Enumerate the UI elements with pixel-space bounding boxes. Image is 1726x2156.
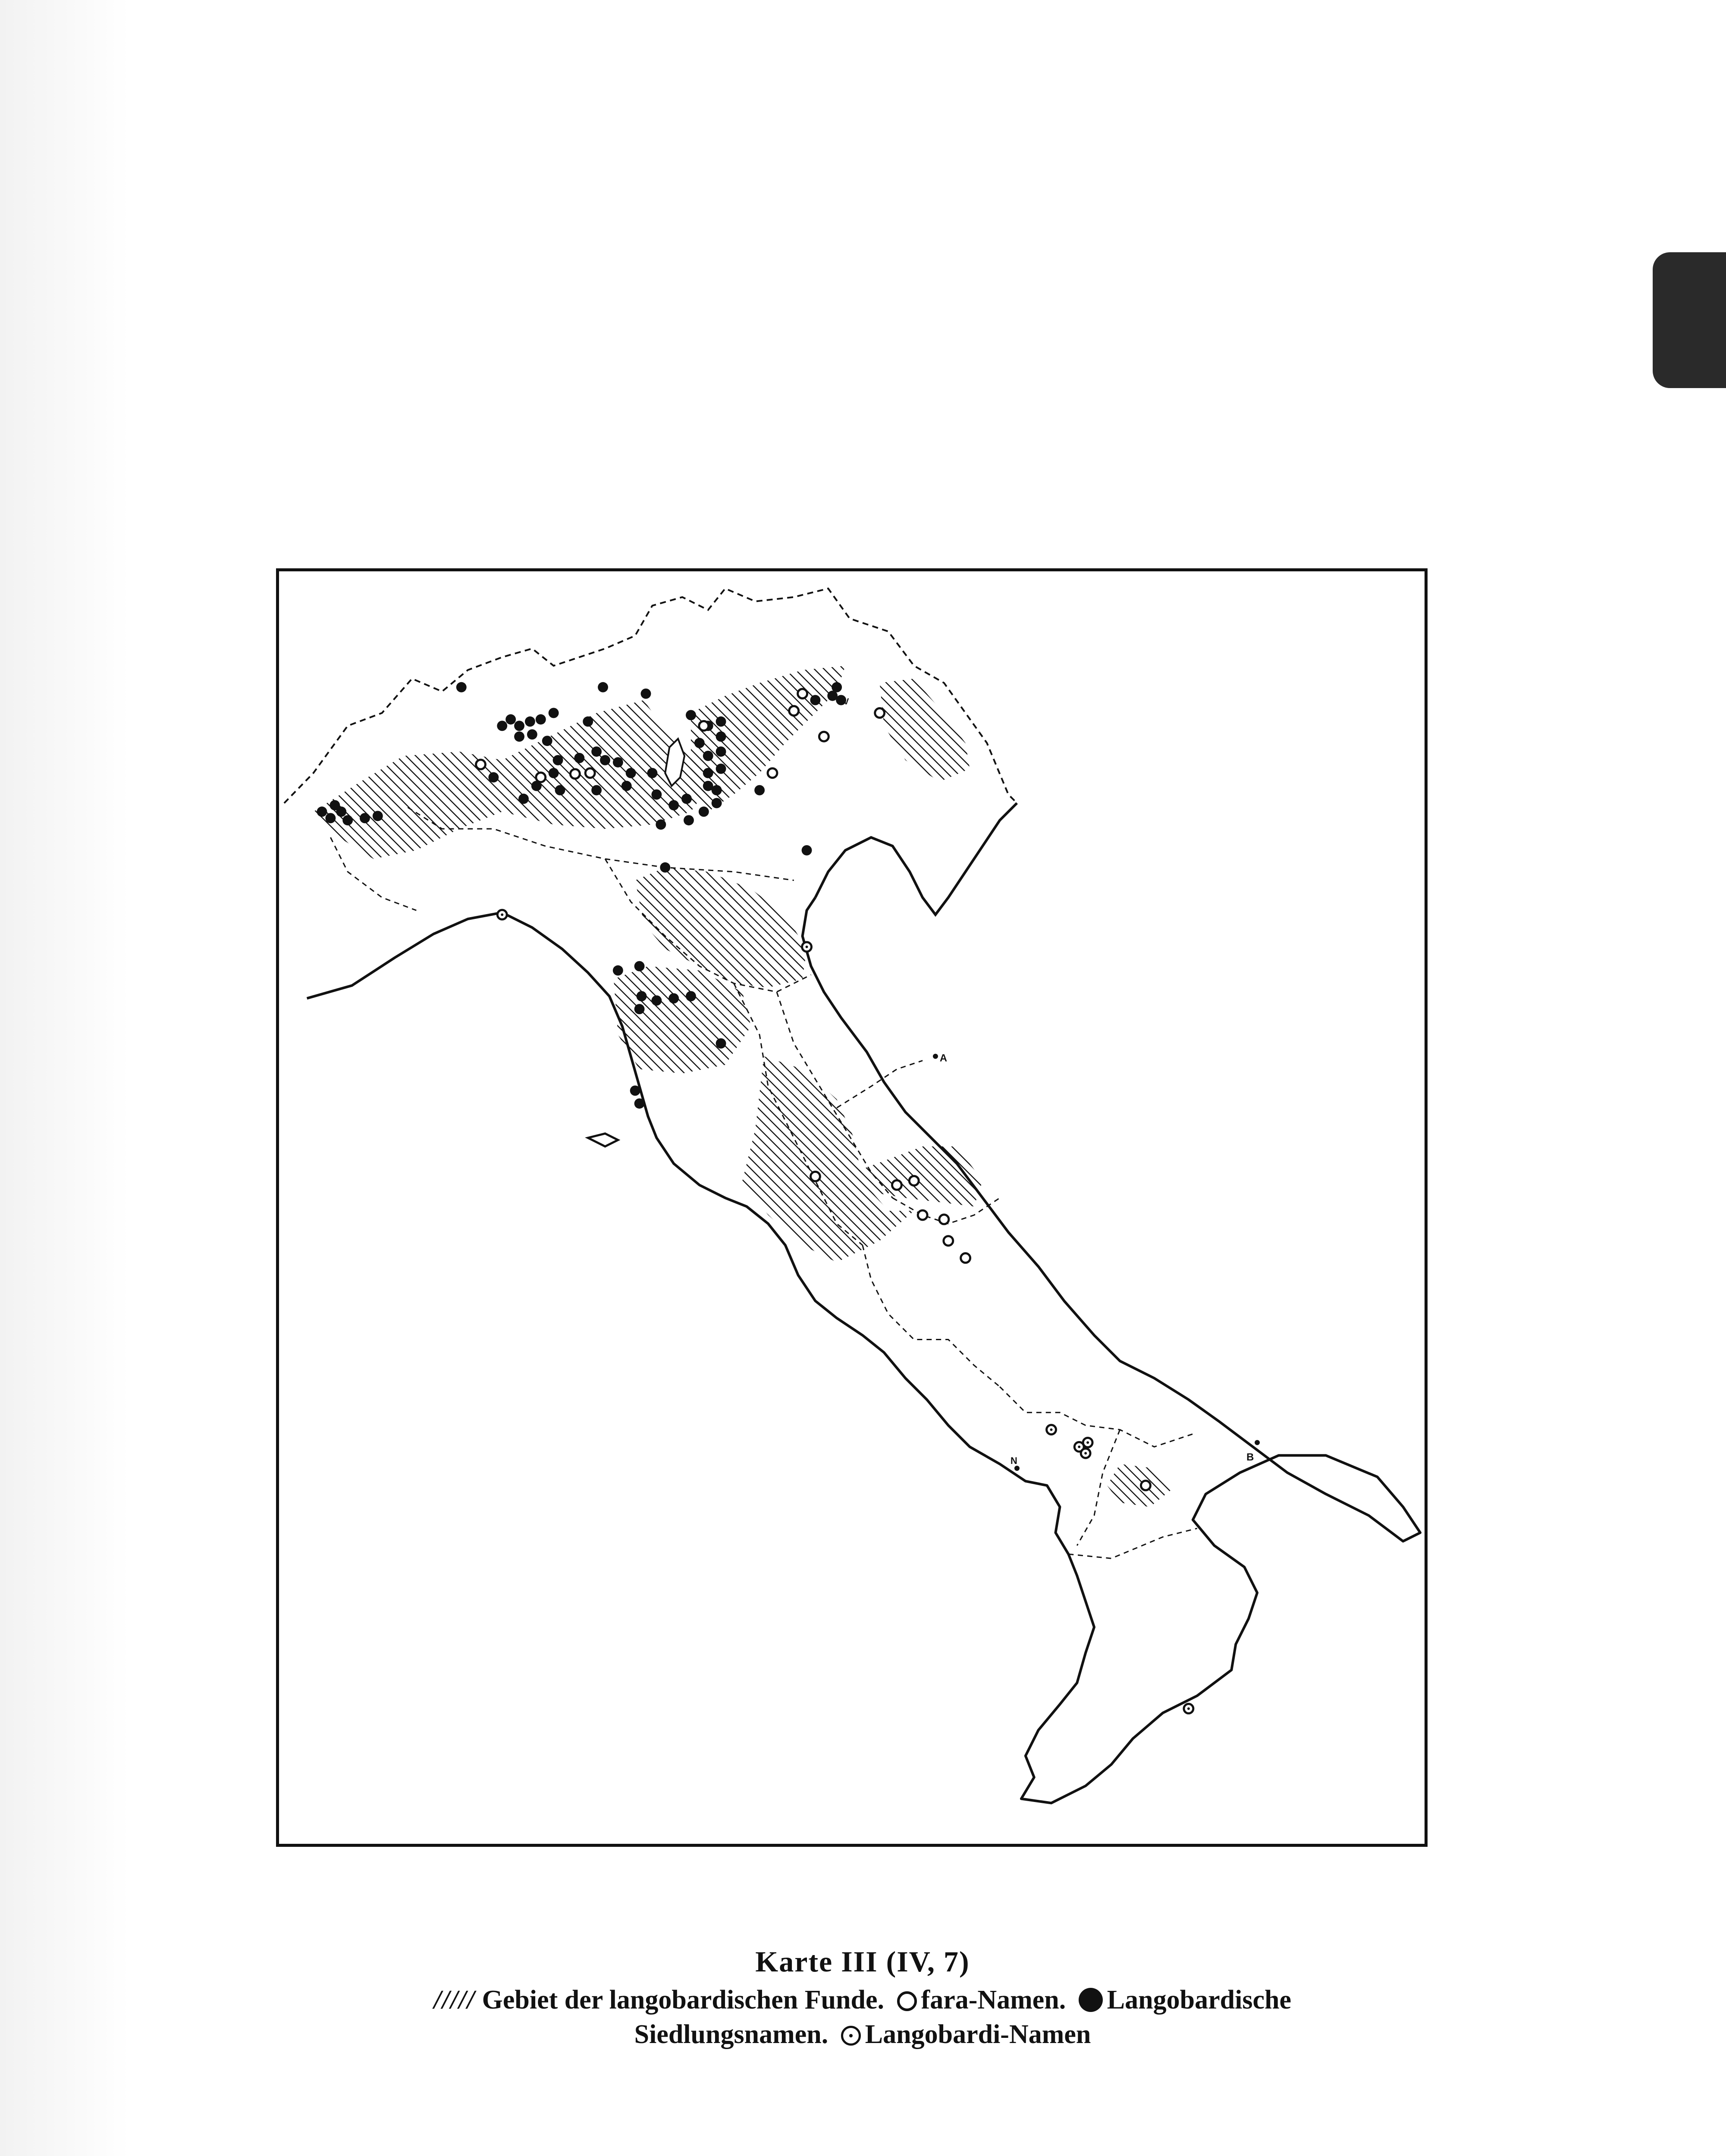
dotted-circle-icon — [841, 2026, 861, 2046]
map-italy — [279, 571, 1425, 1844]
legend-siedlung-text-b: Siedlungsnamen. — [634, 2020, 828, 2049]
map-legend-line-2 — [216, 2019, 1509, 2050]
island-elba — [588, 1134, 618, 1147]
map-legend-line-1 — [216, 1985, 1509, 2015]
map-label-a: A — [939, 1052, 948, 1064]
coastline — [307, 897, 1420, 1803]
map-label-n: N — [1010, 1455, 1017, 1467]
legend-langobardi-text: Langobardi-Namen — [865, 2020, 1091, 2049]
map-label-b: B — [1246, 1451, 1254, 1463]
map-label-v: V — [843, 697, 849, 707]
page-tab-marker — [1653, 252, 1726, 388]
hatched-areas — [314, 666, 1172, 1507]
city-markers — [933, 1054, 1260, 1471]
hatch-legend-icon: ///// — [434, 1985, 476, 2015]
filled-circle-icon — [1079, 1988, 1103, 2012]
legend-fara-text: fara-Namen. — [921, 1985, 1066, 2015]
map-caption-title: Karte III (IV, 7) — [755, 1945, 970, 1978]
map-frame — [276, 568, 1428, 1847]
coastline-istria — [815, 803, 1017, 915]
scan-page-edge — [0, 0, 129, 2156]
dotted-circles — [497, 910, 1193, 1713]
legend-hatch-text: Gebiet der langobardischen Funde. — [482, 1985, 885, 2015]
legend-siedlung-text-a: Langobardische — [1107, 1985, 1291, 2015]
open-circle-icon — [897, 1991, 917, 2011]
